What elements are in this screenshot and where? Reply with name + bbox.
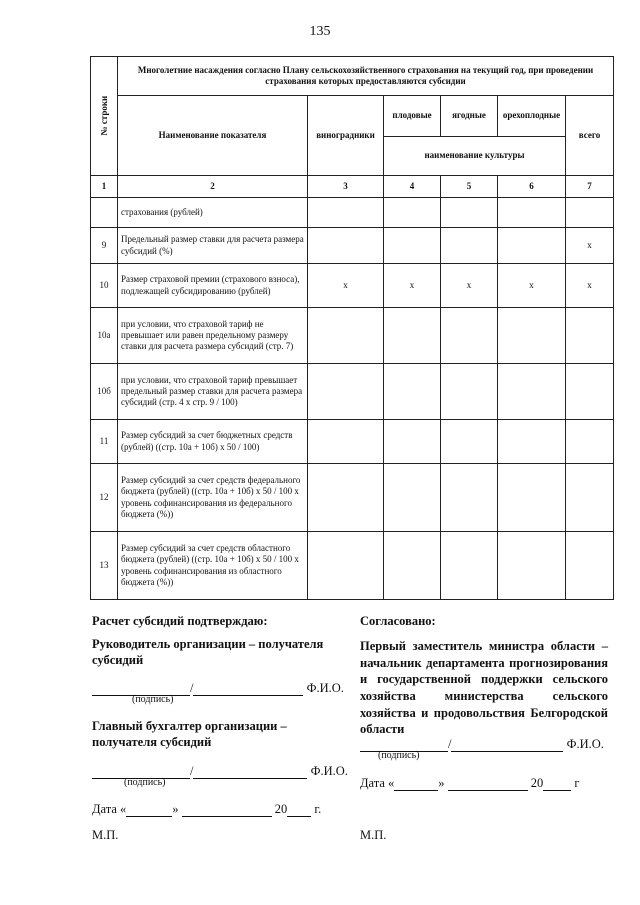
row-label: Предельный размер ставки для расчета размера субсидий (%): [118, 228, 308, 264]
cell-berry: [441, 228, 498, 264]
year-field[interactable]: [287, 804, 311, 817]
row-number: 10а: [91, 308, 118, 364]
col-number: 3: [308, 176, 384, 198]
name-field[interactable]: [451, 739, 563, 752]
head-signature-line: / Ф.И.О.: [92, 681, 344, 696]
col-number: 2: [118, 176, 308, 198]
fio-label: Ф.И.О.: [566, 737, 604, 751]
right-stamp-label: М.П.: [360, 828, 387, 842]
row-label: Размер субсидий за счет средств федерального бюджета (рублей) ((стр. 10а + 10б) х 50 / 100 х уровень софинансирования из федерального бюджета (%)): [118, 464, 308, 532]
fio-label: Ф.И.О.: [306, 681, 344, 695]
fruit-header: плодовые: [384, 96, 441, 137]
table-row: [91, 198, 614, 228]
cell-fruit: [384, 364, 441, 420]
right-date-line: [360, 776, 580, 791]
year-prefix: 20: [274, 802, 288, 816]
row-label: Размер субсидий за счет средств областного бюджета (рублей) ((стр. 10а + 10б) х 50 / 100 х уровень софинансирования из областного бюджета (%)): [118, 532, 308, 600]
berry-header: ягодные: [441, 96, 498, 137]
cell-nut: [498, 364, 566, 420]
table-row: [91, 420, 614, 464]
row-number: 9: [91, 228, 118, 264]
row-label: при условии, что страховой тариф не превышает или равен предельному размеру ставки для расчета размера субсидий (стр. 7): [118, 308, 308, 364]
cell-berry: x: [441, 264, 498, 308]
cell-berry: [441, 464, 498, 532]
day-field[interactable]: [394, 778, 438, 791]
col-number: 4: [384, 176, 441, 198]
cell-fruit: [384, 464, 441, 532]
accountant-signature-line: / Ф.И.О.: [92, 764, 348, 779]
cell-vineyards: [308, 532, 384, 600]
agreed-title: Согласовано:: [360, 614, 436, 628]
table-row: [91, 532, 614, 600]
cell-berry: [441, 198, 498, 228]
cell-total: [566, 464, 614, 532]
cell-berry: [441, 308, 498, 364]
cell-fruit: x: [384, 264, 441, 308]
cell-vineyards: [308, 464, 384, 532]
accountant-title: Главный бухгалтер организации – получателя субсидий: [92, 719, 287, 750]
cell-nut: [498, 464, 566, 532]
cell-vineyards: [308, 308, 384, 364]
total-header: всего: [566, 96, 614, 176]
cell-total: [566, 198, 614, 228]
col-number: 5: [441, 176, 498, 198]
month-field[interactable]: [182, 804, 272, 817]
name-field[interactable]: [193, 766, 307, 779]
cell-total: x: [566, 264, 614, 308]
table-row: [91, 308, 614, 364]
vineyards-header: виноградники: [308, 96, 384, 176]
cell-vineyards: [308, 364, 384, 420]
row-num-header-cell: [91, 57, 118, 176]
sign-label: (подпись): [132, 694, 174, 705]
year-field[interactable]: [543, 778, 571, 791]
left-date-line: [92, 802, 321, 817]
left-stamp-label: М.П.: [92, 828, 119, 842]
date-quote: »: [438, 776, 445, 790]
cell-nut: [498, 420, 566, 464]
sign-label: (подпись): [124, 777, 166, 788]
official-title: Первый заместитель министра области – начальник департамента прогнозирования и государственной поддержки сельского хозяйства министерства сельского хозяйства и продовольствия Белгородской области: [360, 639, 608, 737]
cell-total: x: [566, 228, 614, 264]
cell-vineyards: x: [308, 264, 384, 308]
row-num-header: № строки: [98, 96, 109, 136]
indicator-header: Наименование показателя: [118, 96, 308, 176]
nut-header: орехоплодные: [498, 96, 566, 137]
month-field[interactable]: [448, 778, 528, 791]
date-quote: »: [172, 802, 179, 816]
cell-berry: [441, 364, 498, 420]
cell-nut: [498, 308, 566, 364]
row-number: 10б: [91, 364, 118, 420]
confirm-title: Расчет субсидий подтверждаю:: [92, 614, 268, 628]
year-prefix: 20: [530, 776, 544, 790]
culture-name-header: наименование культуры: [384, 137, 566, 176]
row-number: 12: [91, 464, 118, 532]
cell-vineyards: [308, 198, 384, 228]
cell-total: [566, 364, 614, 420]
cell-berry: [441, 420, 498, 464]
row-number: 13: [91, 532, 118, 600]
cell-nut: [498, 198, 566, 228]
row-number: [91, 198, 118, 228]
fio-label: Ф.И.О.: [310, 764, 348, 778]
cell-fruit: [384, 228, 441, 264]
page-number: 135: [309, 24, 331, 39]
row-label: Размер субсидий за счет бюджетных средств (рублей) ((стр. 10а + 10б) х 50 / 100): [118, 420, 308, 464]
cell-total: [566, 420, 614, 464]
official-signature-line: / Ф.И.О.: [360, 737, 604, 752]
name-field[interactable]: [193, 683, 303, 696]
col-number: 1: [91, 176, 118, 198]
cell-fruit: [384, 532, 441, 600]
sign-label: (подпись): [378, 750, 420, 761]
cell-total: [566, 532, 614, 600]
table-row: [91, 264, 614, 308]
col-number: 7: [566, 176, 614, 198]
cell-nut: [498, 532, 566, 600]
row-number: 10: [91, 264, 118, 308]
subsidy-table: [90, 56, 614, 600]
row-number: 11: [91, 420, 118, 464]
top-header: Многолетние насаждения согласно Плану сельскохозяйственного страхования на текущий год, при проведении страхования которых предоставляются субсидии: [118, 57, 614, 96]
table-row: [91, 364, 614, 420]
row-label: Размер страховой премии (страхового взноса), подлежащей субсидированию (рублей): [118, 264, 308, 308]
date-label: Дата «: [92, 802, 127, 816]
row-label: при условии, что страховой тариф превышает предельный размер ставки для расчета размера субсидий (стр. 4 х стр. 9 / 100): [118, 364, 308, 420]
cell-vineyards: [308, 420, 384, 464]
cell-vineyards: [308, 228, 384, 264]
cell-fruit: [384, 198, 441, 228]
cell-nut: x: [498, 264, 566, 308]
cell-nut: [498, 228, 566, 264]
col-number: 6: [498, 176, 566, 198]
row-label: страхования (рублей): [118, 198, 308, 228]
year-suffix: г: [574, 776, 580, 790]
table-row: [91, 464, 614, 532]
cell-fruit: [384, 420, 441, 464]
cell-total: [566, 308, 614, 364]
cell-berry: [441, 532, 498, 600]
date-label: Дата «: [360, 776, 395, 790]
day-field[interactable]: [126, 804, 172, 817]
year-suffix: г.: [314, 802, 322, 816]
table-row: [91, 228, 614, 264]
cell-fruit: [384, 308, 441, 364]
head-title: Руководитель организации – получателя субсидий: [92, 637, 324, 668]
